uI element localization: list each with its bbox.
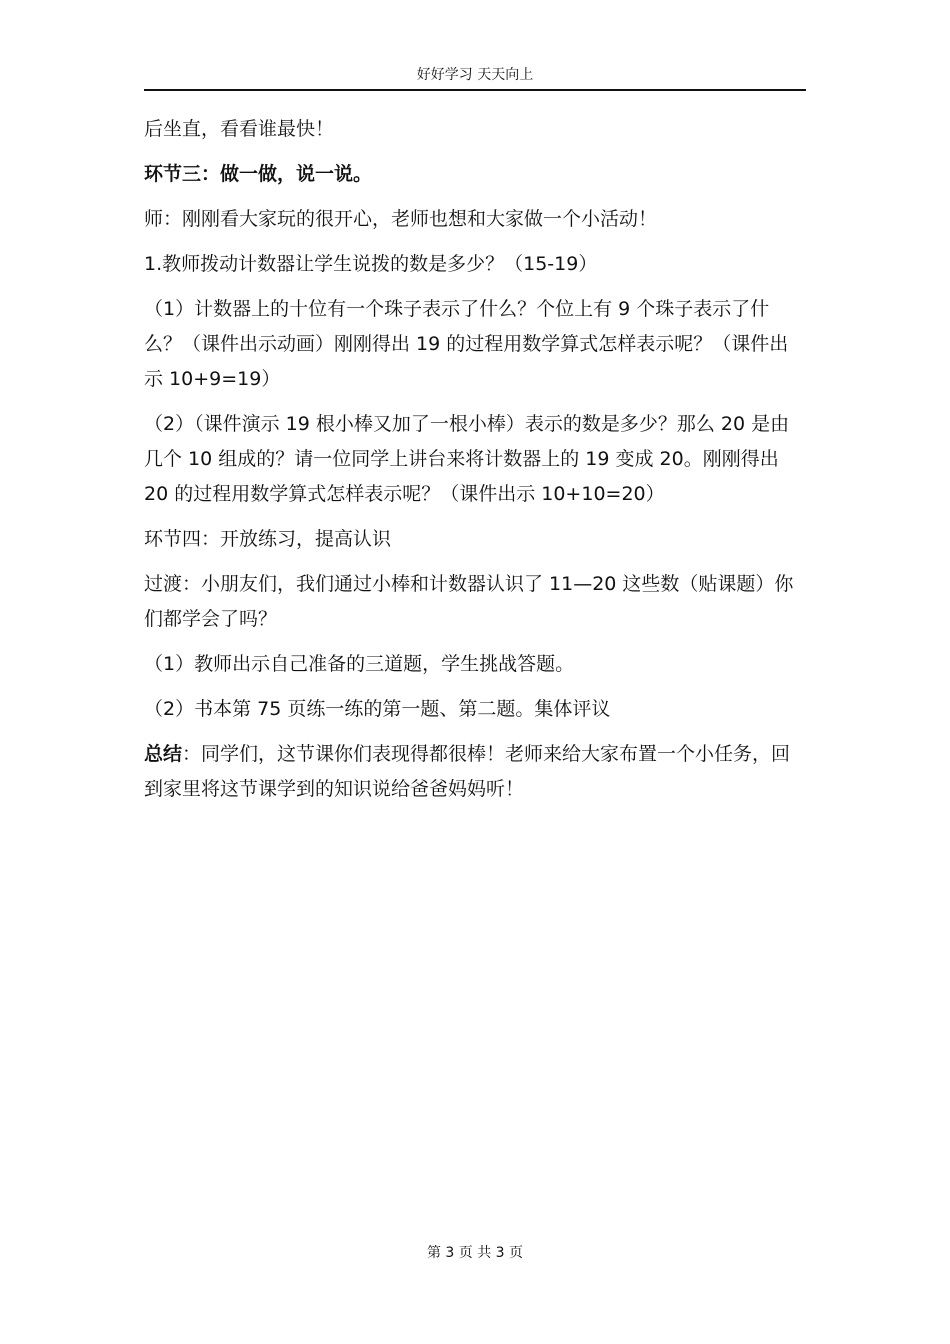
paragraph-1: 后坐直，看看谁最快！: [144, 118, 335, 140]
paragraph-8: 过渡：小朋友们，我们通过小棒和计数器认识了 11—20 这些数（贴课题）你们都学会了吗？: [144, 573, 794, 630]
paragraph-6: （2）（课件演示 19 根小棒又加了一根小棒）表示的数是多少？那么 20 是由几个 10 组成的？请一位同学上讲台来将计数器上的 19 变成 20。刚刚得出 20 的过程用数学算式怎样表示呢？（课件出示 10+10=20）: [144, 413, 790, 505]
paragraph-5: （1）计数器上的十位有一个珠子表示了什么？个位上有 9 个珠子表示了什么？（课件出示动画）刚刚得出 19 的过程用数学算式怎样表示呢？（课件出示 10+9=19）: [144, 298, 789, 390]
paragraph-10: （2）书本第 75 页练一练的第一题、第二题。集体评议: [144, 698, 611, 720]
summary-paragraph: [144, 737, 806, 807]
summary-label: 总结: [144, 743, 183, 765]
document-body: [144, 112, 806, 817]
summary-text: ：同学们，这节课你们表现得都很棒！老师来给大家布置一个小任务，回到家里将这节课学到的知识说给爸爸妈妈听！: [144, 743, 791, 800]
page-header: 好好学习 天天向上: [144, 62, 806, 91]
paragraph-3: 师：刚刚看大家玩的很开心，老师也想和大家做一个小活动！: [144, 208, 658, 230]
paragraph-4: 1.教师拨动计数器让学生说拨的数是多少？（15-19）: [144, 253, 598, 275]
section-heading-3: 环节三：做一做，说一说。: [144, 163, 373, 185]
page-footer: 第 3 页 共 3 页: [426, 1245, 524, 1261]
paragraph-9: （1）教师出示自己准备的三道题，学生挑战答题。: [144, 653, 575, 675]
section-heading-4: 环节四：开放练习，提高认识: [144, 528, 392, 550]
